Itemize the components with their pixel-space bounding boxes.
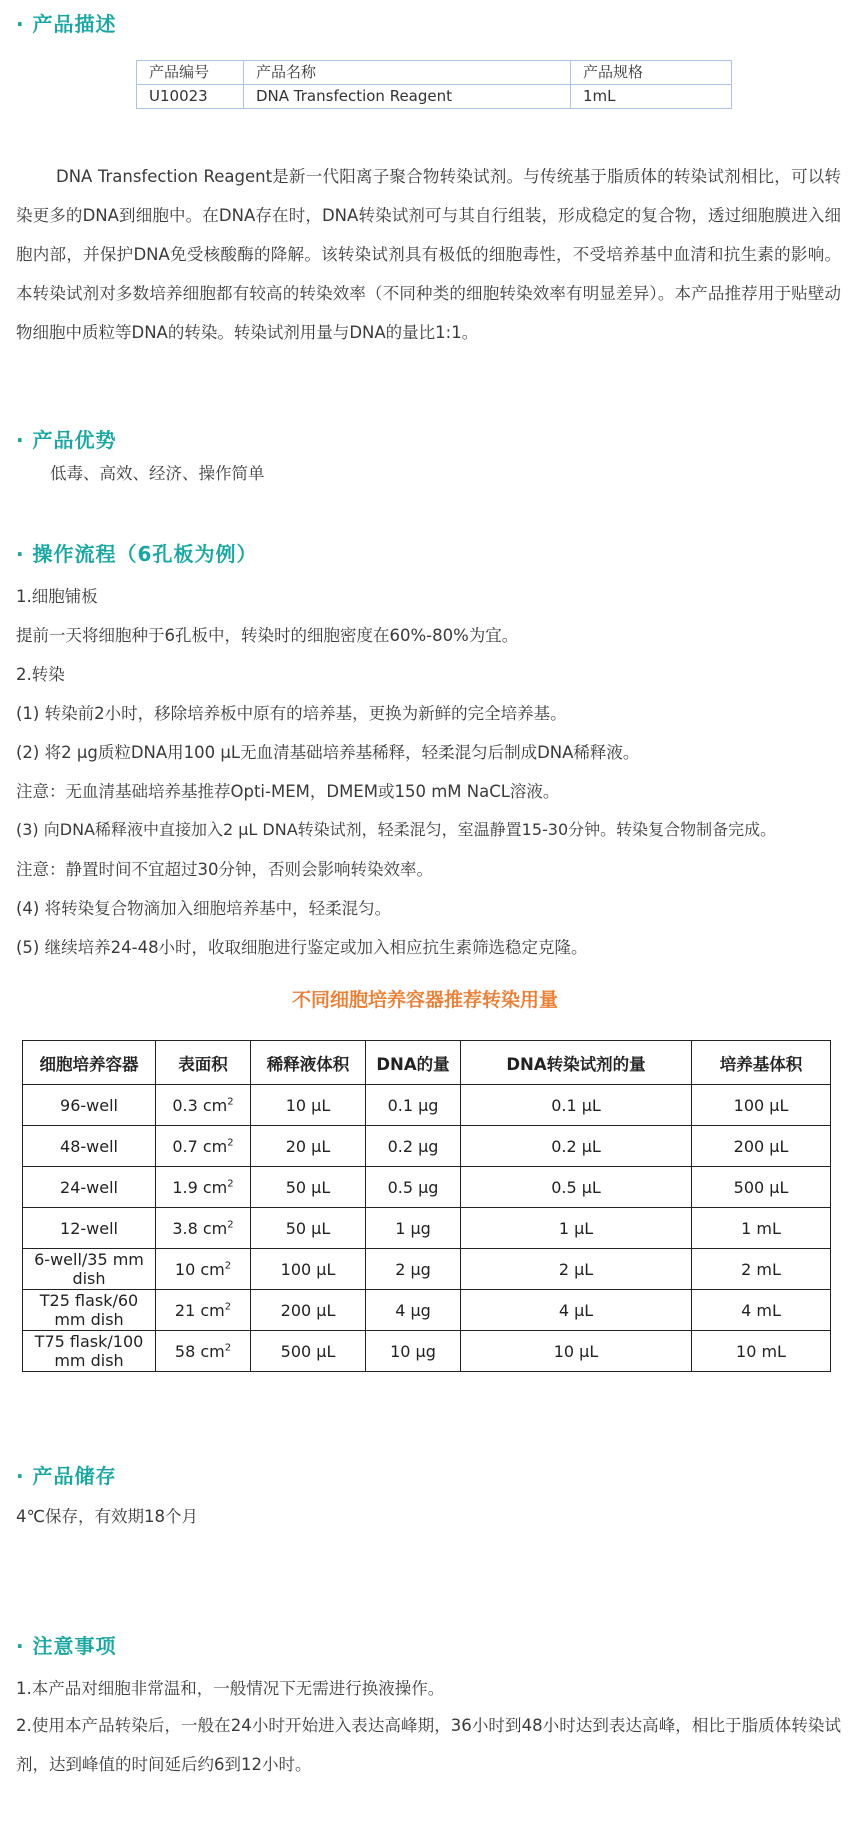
col-header-diluent: 稀释液体积 bbox=[251, 1041, 366, 1085]
cell-vessel: 96-well bbox=[23, 1085, 156, 1126]
cell-dna: 1 μg bbox=[366, 1208, 461, 1249]
cell-vessel: 24-well bbox=[23, 1167, 156, 1208]
cell-diluent: 100 μL bbox=[251, 1249, 366, 1290]
section-heading-storage: · 产品储存 bbox=[16, 1464, 117, 1488]
table-row bbox=[23, 1167, 831, 1208]
product-info-table bbox=[136, 60, 732, 109]
protocol-line: (4) 将转染复合物滴加入细胞培养基中，轻柔混匀。 bbox=[16, 899, 392, 918]
rec-table-header-row bbox=[23, 1041, 831, 1085]
product-spec: 1mL bbox=[571, 85, 732, 109]
header-product-name: 产品名称 bbox=[244, 61, 571, 85]
header-product-spec: 产品规格 bbox=[571, 61, 732, 85]
col-header-reagent: DNA转染试剂的量 bbox=[461, 1041, 692, 1085]
cell-vessel: 12-well bbox=[23, 1208, 156, 1249]
description-paragraph bbox=[16, 157, 841, 352]
cell-reagent: 0.2 μL bbox=[461, 1126, 692, 1167]
table-row bbox=[23, 1085, 831, 1126]
cell-diluent: 500 μL bbox=[251, 1331, 366, 1372]
cell-dna: 2 μg bbox=[366, 1249, 461, 1290]
header-product-code: 产品编号 bbox=[137, 61, 244, 85]
advantages-text: 低毒、高效、经济、操作简单 bbox=[50, 464, 265, 483]
product-table-header-row bbox=[137, 61, 732, 85]
cell-reagent: 0.5 μL bbox=[461, 1167, 692, 1208]
cell-area: 58 $cm^2$ bbox=[156, 1331, 251, 1372]
table-row bbox=[23, 1126, 831, 1167]
cell-area: 1.9 $cm^2$ bbox=[156, 1167, 251, 1208]
cell-medium: 10 mL bbox=[692, 1331, 831, 1372]
cell-diluent: 50 μL bbox=[251, 1167, 366, 1208]
section-heading-protocol: · 操作流程（6孔板为例） bbox=[16, 542, 258, 566]
protocol-line: (1) 转染前2小时，移除培养板中原有的培养基，更换为新鲜的完全培养基。 bbox=[16, 704, 567, 723]
table-row bbox=[23, 1249, 831, 1290]
protocol-line: 2.转染 bbox=[16, 665, 65, 684]
cell-vessel: T25 flask/60 mm dish bbox=[23, 1290, 156, 1331]
cell-area: 10 $cm^2$ bbox=[156, 1249, 251, 1290]
cell-reagent: 4 μL bbox=[461, 1290, 692, 1331]
cell-area: 21 $cm^2$ bbox=[156, 1290, 251, 1331]
cell-medium: 2 mL bbox=[692, 1249, 831, 1290]
cell-medium: 200 μL bbox=[692, 1126, 831, 1167]
cell-dna: 4 μg bbox=[366, 1290, 461, 1331]
description-text: DNA Transfection Reagent是新一代阳离子聚合物转染试剂。与传统基于脂质体的转染试剂相比，可以转染更多的DNA到细胞中。在DNA存在时，DNA转染试剂可与其自行组装，形成稳定的复合物，透过细胞膜进入细胞内部，并保护DNA免受核酸酶的降解。该转染试剂具有极低的细胞毒性，不受培养基中血清和抗生素的影响。本转染试剂对多数培养细胞都有较高的转染效率（不同种类的细胞转染效率有明显差异）。本产品推荐用于贴壁动物细胞中质粒等DNA的转染。转染试剂用量与DNA的量比1:1。 bbox=[16, 167, 841, 342]
cell-reagent: 0.1 μL bbox=[461, 1085, 692, 1126]
cell-diluent: 200 μL bbox=[251, 1290, 366, 1331]
table-row bbox=[23, 1290, 831, 1331]
storage-text: 4℃保存，有效期18个月 bbox=[16, 1507, 199, 1526]
product-name: DNA Transfection Reagent bbox=[244, 85, 571, 109]
product-code: U10023 bbox=[137, 85, 244, 109]
table-row bbox=[23, 1331, 831, 1372]
col-header-area: 表面积 bbox=[156, 1041, 251, 1085]
note-line: 2.使用本产品转染后，一般在24小时开始进入表达高峰期，36小时到48小时达到表达高峰，相比于脂质体转染试剂，达到峰值的时间延后约6到12小时。 bbox=[16, 1716, 841, 1774]
note-line: 1.本产品对细胞非常温和，一般情况下无需进行换液操作。 bbox=[16, 1679, 445, 1698]
protocol-note: 注意：静置时间不宜超过30分钟，否则会影响转染效率。 bbox=[16, 860, 433, 879]
protocol-note: 注意：无血清基础培养基推荐Opti-MEM，DMEM或150 mM NaCL溶液。 bbox=[16, 782, 560, 801]
cell-reagent: 10 μL bbox=[461, 1331, 692, 1372]
protocol-line: 提前一天将细胞种于6孔板中，转染时的细胞密度在60%-80%为宜。 bbox=[16, 626, 519, 645]
cell-area: 0.3 $cm^2$ bbox=[156, 1085, 251, 1126]
cell-medium: 1 mL bbox=[692, 1208, 831, 1249]
cell-dna: 0.2 μg bbox=[366, 1126, 461, 1167]
cell-reagent: 2 μL bbox=[461, 1249, 692, 1290]
cell-reagent: 1 μL bbox=[461, 1208, 692, 1249]
col-header-dna: DNA的量 bbox=[366, 1041, 461, 1085]
table-caption: 不同细胞培养容器推荐转染用量 bbox=[291, 989, 558, 1011]
cell-dna: 0.5 μg bbox=[366, 1167, 461, 1208]
protocol-line: (3) 向DNA稀释液中直接加入2 μL DNA转染试剂，轻柔混匀，室温静置15-30分钟。转染复合物制备完成。 bbox=[16, 820, 777, 839]
cell-dna: 0.1 μg bbox=[366, 1085, 461, 1126]
cell-diluent: 10 μL bbox=[251, 1085, 366, 1126]
section-heading-description: · 产品描述 bbox=[16, 12, 117, 36]
cell-vessel: T75 flask/100 mm dish bbox=[23, 1331, 156, 1372]
protocol-line: (5) 继续培养24-48小时，收取细胞进行鉴定或加入相应抗生素筛选稳定克隆。 bbox=[16, 938, 588, 957]
product-table-data-row bbox=[137, 85, 732, 109]
section-heading-advantages: · 产品优势 bbox=[16, 428, 117, 452]
cell-medium: 500 μL bbox=[692, 1167, 831, 1208]
cell-area: 0.7 $cm^2$ bbox=[156, 1126, 251, 1167]
cell-diluent: 50 μL bbox=[251, 1208, 366, 1249]
section-heading-notes: · 注意事项 bbox=[16, 1634, 117, 1658]
protocol-line: (2) 将2 μg质粒DNA用100 μL无血清基础培养基稀释，轻柔混匀后制成DNA稀释液。 bbox=[16, 743, 640, 762]
recommendation-table bbox=[22, 1040, 831, 1372]
protocol-line: 1.细胞铺板 bbox=[16, 587, 98, 606]
cell-medium: 4 mL bbox=[692, 1290, 831, 1331]
col-header-vessel: 细胞培养容器 bbox=[23, 1041, 156, 1085]
table-row bbox=[23, 1208, 831, 1249]
cell-vessel: 6-well/35 mm dish bbox=[23, 1249, 156, 1290]
col-header-medium: 培养基体积 bbox=[692, 1041, 831, 1085]
cell-medium: 100 μL bbox=[692, 1085, 831, 1126]
cell-diluent: 20 μL bbox=[251, 1126, 366, 1167]
cell-area: 3.8 $cm^2$ bbox=[156, 1208, 251, 1249]
cell-vessel: 48-well bbox=[23, 1126, 156, 1167]
cell-dna: 10 μg bbox=[366, 1331, 461, 1372]
